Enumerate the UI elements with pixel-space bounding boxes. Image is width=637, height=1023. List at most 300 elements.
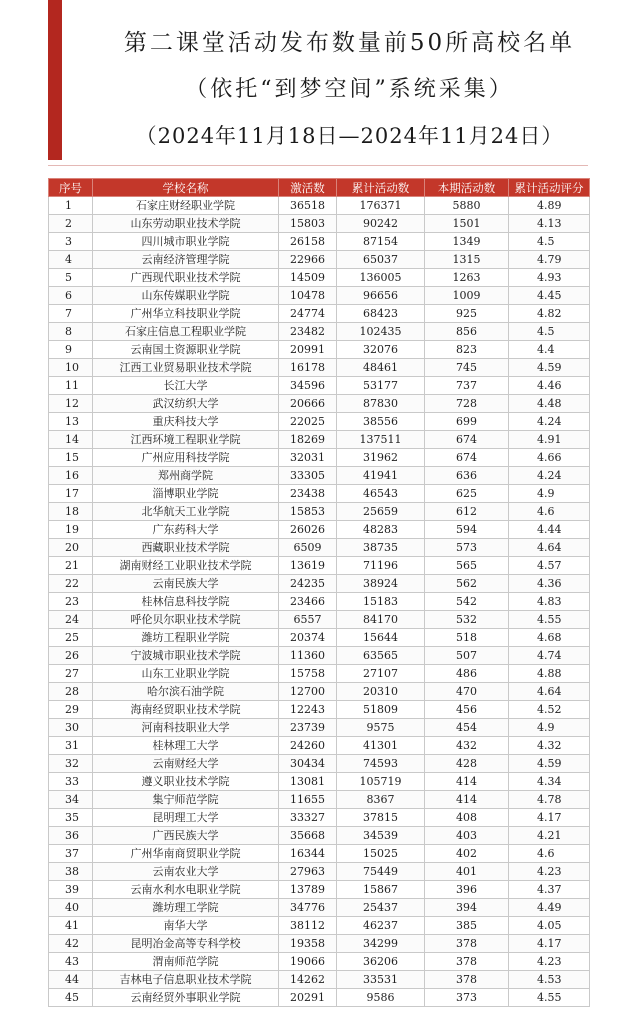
cell-activations: 32031	[279, 449, 337, 467]
cell-total-activities: 46543	[337, 485, 425, 503]
table-row	[49, 791, 590, 809]
cell-school-name: 桂林信息科技学院	[93, 593, 279, 611]
cell-total-score: 4.45	[509, 287, 590, 305]
cell-index: 39	[49, 881, 93, 899]
cell-index: 41	[49, 917, 93, 935]
table-row	[49, 575, 590, 593]
cell-school-name: 郑州商学院	[93, 467, 279, 485]
cell-activations: 27963	[279, 863, 337, 881]
cell-total-activities: 63565	[337, 647, 425, 665]
cell-period-activities: 625	[425, 485, 509, 503]
cell-school-name: 潍坊理工学院	[93, 899, 279, 917]
cell-period-activities: 428	[425, 755, 509, 773]
cell-activations: 26158	[279, 233, 337, 251]
table-row	[49, 503, 590, 521]
cell-activations: 18269	[279, 431, 337, 449]
cell-school-name: 江西环境工程职业学院	[93, 431, 279, 449]
cell-activations: 15803	[279, 215, 337, 233]
cell-activations: 14262	[279, 971, 337, 989]
cell-activations: 6509	[279, 539, 337, 557]
cell-total-score: 4.9	[509, 485, 590, 503]
cell-total-activities: 15867	[337, 881, 425, 899]
cell-total-score: 4.36	[509, 575, 590, 593]
cell-total-score: 4.5	[509, 233, 590, 251]
cell-index: 15	[49, 449, 93, 467]
table-row	[49, 557, 590, 575]
cell-total-activities: 15025	[337, 845, 425, 863]
cell-period-activities: 401	[425, 863, 509, 881]
cell-period-activities: 5880	[425, 197, 509, 215]
cell-total-activities: 48283	[337, 521, 425, 539]
cell-total-score: 4.64	[509, 539, 590, 557]
cell-total-activities: 34299	[337, 935, 425, 953]
table-row	[49, 989, 590, 1007]
cell-activations: 23466	[279, 593, 337, 611]
cell-index: 4	[49, 251, 93, 269]
cell-index: 45	[49, 989, 93, 1007]
cell-total-activities: 90242	[337, 215, 425, 233]
table-row	[49, 341, 590, 359]
cell-activations: 34596	[279, 377, 337, 395]
cell-total-activities: 65037	[337, 251, 425, 269]
cell-school-name: 山东劳动职业技术学院	[93, 215, 279, 233]
cell-total-score: 4.88	[509, 665, 590, 683]
cell-total-activities: 38556	[337, 413, 425, 431]
cell-index: 34	[49, 791, 93, 809]
table-row	[49, 539, 590, 557]
cell-activations: 23739	[279, 719, 337, 737]
cell-total-score: 4.55	[509, 611, 590, 629]
cell-total-score: 4.49	[509, 899, 590, 917]
cell-school-name: 四川城市职业学院	[93, 233, 279, 251]
cell-total-activities: 8367	[337, 791, 425, 809]
cell-total-score: 4.68	[509, 629, 590, 647]
cell-index: 44	[49, 971, 93, 989]
cell-period-activities: 507	[425, 647, 509, 665]
cell-period-activities: 699	[425, 413, 509, 431]
cell-activations: 33305	[279, 467, 337, 485]
cell-activations: 24774	[279, 305, 337, 323]
cell-index: 3	[49, 233, 93, 251]
table-row	[49, 827, 590, 845]
cell-total-activities: 9586	[337, 989, 425, 1007]
ranking-table	[48, 178, 590, 1007]
cell-total-activities: 25659	[337, 503, 425, 521]
cell-total-score: 4.32	[509, 737, 590, 755]
cell-period-activities: 636	[425, 467, 509, 485]
cell-school-name: 集宁师范学院	[93, 791, 279, 809]
cell-period-activities: 396	[425, 881, 509, 899]
cell-school-name: 石家庄财经职业学院	[93, 197, 279, 215]
cell-activations: 20991	[279, 341, 337, 359]
cell-period-activities: 594	[425, 521, 509, 539]
cell-activations: 35668	[279, 827, 337, 845]
cell-index: 42	[49, 935, 93, 953]
cell-index: 30	[49, 719, 93, 737]
table-row	[49, 971, 590, 989]
cell-total-score: 4.44	[509, 521, 590, 539]
title-divider	[48, 165, 588, 166]
table-row	[49, 395, 590, 413]
table-row	[49, 593, 590, 611]
cell-index: 32	[49, 755, 93, 773]
cell-activations: 13081	[279, 773, 337, 791]
cell-school-name: 宁波城市职业技术学院	[93, 647, 279, 665]
cell-total-activities: 68423	[337, 305, 425, 323]
cell-period-activities: 486	[425, 665, 509, 683]
cell-total-activities: 46237	[337, 917, 425, 935]
table-row	[49, 845, 590, 863]
cell-school-name: 山东工业职业学院	[93, 665, 279, 683]
cell-period-activities: 454	[425, 719, 509, 737]
header-activations: 激活数	[279, 179, 337, 197]
title-block	[62, 0, 637, 165]
cell-total-score: 4.52	[509, 701, 590, 719]
cell-period-activities: 394	[425, 899, 509, 917]
table-row	[49, 449, 590, 467]
cell-activations: 13619	[279, 557, 337, 575]
table-row	[49, 413, 590, 431]
cell-activations: 36518	[279, 197, 337, 215]
cell-school-name: 云南国土资源职业学院	[93, 341, 279, 359]
cell-index: 40	[49, 899, 93, 917]
cell-total-activities: 87154	[337, 233, 425, 251]
cell-school-name: 桂林理工大学	[93, 737, 279, 755]
table-row	[49, 305, 590, 323]
cell-index: 16	[49, 467, 93, 485]
cell-school-name: 广西民族大学	[93, 827, 279, 845]
cell-index: 37	[49, 845, 93, 863]
cell-index: 17	[49, 485, 93, 503]
cell-index: 35	[49, 809, 93, 827]
table-row	[49, 485, 590, 503]
table-row	[49, 647, 590, 665]
cell-total-activities: 87830	[337, 395, 425, 413]
cell-total-activities: 176371	[337, 197, 425, 215]
cell-index: 13	[49, 413, 93, 431]
cell-period-activities: 373	[425, 989, 509, 1007]
cell-index: 7	[49, 305, 93, 323]
cell-total-activities: 75449	[337, 863, 425, 881]
cell-activations: 20374	[279, 629, 337, 647]
cell-index: 14	[49, 431, 93, 449]
cell-index: 36	[49, 827, 93, 845]
table-row	[49, 431, 590, 449]
cell-total-score: 4.23	[509, 863, 590, 881]
cell-school-name: 海南经贸职业技术学院	[93, 701, 279, 719]
cell-period-activities: 728	[425, 395, 509, 413]
page-subtitle-date-range: （2024年11月18日—2024年11月24日）	[135, 124, 564, 148]
cell-school-name: 云南水利水电职业学院	[93, 881, 279, 899]
cell-total-score: 4.4	[509, 341, 590, 359]
cell-activations: 24235	[279, 575, 337, 593]
cell-activations: 10478	[279, 287, 337, 305]
cell-total-activities: 15644	[337, 629, 425, 647]
cell-index: 10	[49, 359, 93, 377]
title-accent-bar	[48, 0, 62, 160]
cell-activations: 13789	[279, 881, 337, 899]
cell-school-name: 河南科技职业大学	[93, 719, 279, 737]
table-body	[49, 197, 590, 1007]
cell-period-activities: 518	[425, 629, 509, 647]
cell-activations: 12700	[279, 683, 337, 701]
cell-activations: 38112	[279, 917, 337, 935]
cell-total-activities: 34539	[337, 827, 425, 845]
cell-index: 19	[49, 521, 93, 539]
cell-school-name: 云南农业大学	[93, 863, 279, 881]
cell-activations: 20291	[279, 989, 337, 1007]
cell-index: 23	[49, 593, 93, 611]
cell-period-activities: 470	[425, 683, 509, 701]
cell-school-name: 昆明理工大学	[93, 809, 279, 827]
cell-total-score: 4.21	[509, 827, 590, 845]
cell-activations: 22966	[279, 251, 337, 269]
cell-total-activities: 15183	[337, 593, 425, 611]
cell-total-activities: 71196	[337, 557, 425, 575]
cell-index: 8	[49, 323, 93, 341]
cell-school-name: 呼伦贝尔职业技术学院	[93, 611, 279, 629]
cell-activations: 15853	[279, 503, 337, 521]
cell-period-activities: 1263	[425, 269, 509, 287]
cell-period-activities: 856	[425, 323, 509, 341]
cell-school-name: 云南经贸外事职业学院	[93, 989, 279, 1007]
table-row	[49, 935, 590, 953]
cell-total-score: 4.91	[509, 431, 590, 449]
header-index: 序号	[49, 179, 93, 197]
cell-period-activities: 1009	[425, 287, 509, 305]
cell-total-score: 4.93	[509, 269, 590, 287]
cell-school-name: 长江大学	[93, 377, 279, 395]
cell-activations: 23438	[279, 485, 337, 503]
cell-activations: 24260	[279, 737, 337, 755]
cell-total-score: 4.6	[509, 503, 590, 521]
cell-total-score: 4.23	[509, 953, 590, 971]
cell-period-activities: 378	[425, 953, 509, 971]
cell-index: 25	[49, 629, 93, 647]
cell-period-activities: 378	[425, 971, 509, 989]
cell-total-score: 4.55	[509, 989, 590, 1007]
cell-index: 29	[49, 701, 93, 719]
table-row	[49, 521, 590, 539]
cell-period-activities: 823	[425, 341, 509, 359]
header-total-activities: 累计活动数	[337, 179, 425, 197]
cell-index: 2	[49, 215, 93, 233]
cell-total-activities: 41941	[337, 467, 425, 485]
cell-activations: 15758	[279, 665, 337, 683]
page-subtitle-source: （依托“到梦空间”系统采集）	[185, 77, 514, 102]
cell-period-activities: 1315	[425, 251, 509, 269]
cell-total-activities: 33531	[337, 971, 425, 989]
header-period-activities: 本期活动数	[425, 179, 509, 197]
cell-total-score: 4.66	[509, 449, 590, 467]
cell-activations: 19358	[279, 935, 337, 953]
cell-period-activities: 378	[425, 935, 509, 953]
cell-total-score: 4.59	[509, 359, 590, 377]
cell-school-name: 淄博职业学院	[93, 485, 279, 503]
cell-total-score: 4.83	[509, 593, 590, 611]
cell-index: 18	[49, 503, 93, 521]
cell-total-activities: 96656	[337, 287, 425, 305]
cell-school-name: 云南民族大学	[93, 575, 279, 593]
cell-total-activities: 25437	[337, 899, 425, 917]
cell-activations: 6557	[279, 611, 337, 629]
cell-index: 43	[49, 953, 93, 971]
table-row	[49, 881, 590, 899]
table-row	[49, 377, 590, 395]
cell-school-name: 哈尔滨石油学院	[93, 683, 279, 701]
table-row	[49, 467, 590, 485]
table-row	[49, 719, 590, 737]
header-total-score: 累计活动评分	[509, 179, 590, 197]
cell-period-activities: 573	[425, 539, 509, 557]
cell-school-name: 潍坊工程职业学院	[93, 629, 279, 647]
cell-school-name: 昆明冶金高等专科学校	[93, 935, 279, 953]
cell-period-activities: 612	[425, 503, 509, 521]
cell-total-activities: 136005	[337, 269, 425, 287]
table-row	[49, 197, 590, 215]
cell-school-name: 湖南财经工业职业技术学院	[93, 557, 279, 575]
cell-index: 20	[49, 539, 93, 557]
cell-activations: 11360	[279, 647, 337, 665]
cell-total-activities: 38735	[337, 539, 425, 557]
table-row	[49, 359, 590, 377]
cell-total-score: 4.6	[509, 845, 590, 863]
cell-period-activities: 432	[425, 737, 509, 755]
cell-index: 24	[49, 611, 93, 629]
cell-total-score: 4.79	[509, 251, 590, 269]
cell-school-name: 广州华南商贸职业学院	[93, 845, 279, 863]
cell-total-activities: 31962	[337, 449, 425, 467]
cell-period-activities: 562	[425, 575, 509, 593]
table-row	[49, 899, 590, 917]
table-row	[49, 215, 590, 233]
cell-total-activities: 36206	[337, 953, 425, 971]
table-row	[49, 287, 590, 305]
cell-activations: 23482	[279, 323, 337, 341]
cell-activations: 12243	[279, 701, 337, 719]
cell-total-score: 4.5	[509, 323, 590, 341]
page-title: 第二课堂活动发布数量前50所高校名单	[123, 30, 576, 56]
table-row	[49, 665, 590, 683]
header-school-name: 学校名称	[93, 179, 279, 197]
cell-index: 21	[49, 557, 93, 575]
cell-total-score: 4.05	[509, 917, 590, 935]
cell-total-score: 4.24	[509, 467, 590, 485]
cell-activations: 14509	[279, 269, 337, 287]
cell-period-activities: 414	[425, 791, 509, 809]
cell-index: 33	[49, 773, 93, 791]
cell-school-name: 渭南师范学院	[93, 953, 279, 971]
cell-school-name: 山东传媒职业学院	[93, 287, 279, 305]
cell-activations: 11655	[279, 791, 337, 809]
cell-total-activities: 27107	[337, 665, 425, 683]
cell-total-activities: 74593	[337, 755, 425, 773]
cell-index: 26	[49, 647, 93, 665]
table-row	[49, 737, 590, 755]
table-row	[49, 701, 590, 719]
cell-school-name: 江西工业贸易职业技术学院	[93, 359, 279, 377]
cell-school-name: 石家庄信息工程职业学院	[93, 323, 279, 341]
cell-total-activities: 48461	[337, 359, 425, 377]
cell-total-score: 4.57	[509, 557, 590, 575]
cell-school-name: 云南经济管理学院	[93, 251, 279, 269]
cell-total-score: 4.78	[509, 791, 590, 809]
cell-total-score: 4.17	[509, 935, 590, 953]
cell-index: 38	[49, 863, 93, 881]
table-row	[49, 809, 590, 827]
cell-period-activities: 385	[425, 917, 509, 935]
cell-activations: 22025	[279, 413, 337, 431]
cell-activations: 16178	[279, 359, 337, 377]
cell-activations: 16344	[279, 845, 337, 863]
cell-total-activities: 20310	[337, 683, 425, 701]
cell-school-name: 广州应用科技学院	[93, 449, 279, 467]
cell-total-activities: 37815	[337, 809, 425, 827]
cell-total-score: 4.24	[509, 413, 590, 431]
cell-total-score: 4.9	[509, 719, 590, 737]
cell-index: 1	[49, 197, 93, 215]
table-row	[49, 629, 590, 647]
cell-activations: 34776	[279, 899, 337, 917]
table-row	[49, 611, 590, 629]
cell-period-activities: 674	[425, 449, 509, 467]
cell-index: 5	[49, 269, 93, 287]
cell-index: 28	[49, 683, 93, 701]
cell-period-activities: 532	[425, 611, 509, 629]
cell-period-activities: 565	[425, 557, 509, 575]
cell-index: 22	[49, 575, 93, 593]
cell-total-score: 4.37	[509, 881, 590, 899]
table-header-row	[49, 179, 590, 197]
cell-period-activities: 737	[425, 377, 509, 395]
cell-total-score: 4.48	[509, 395, 590, 413]
cell-index: 9	[49, 341, 93, 359]
table-row	[49, 755, 590, 773]
cell-period-activities: 408	[425, 809, 509, 827]
table-row	[49, 953, 590, 971]
cell-school-name: 南华大学	[93, 917, 279, 935]
table-row	[49, 233, 590, 251]
cell-total-score: 4.59	[509, 755, 590, 773]
cell-total-score: 4.46	[509, 377, 590, 395]
cell-total-score: 4.74	[509, 647, 590, 665]
table-row	[49, 251, 590, 269]
cell-school-name: 北华航天工业学院	[93, 503, 279, 521]
cell-period-activities: 1501	[425, 215, 509, 233]
cell-period-activities: 542	[425, 593, 509, 611]
cell-activations: 33327	[279, 809, 337, 827]
cell-total-activities: 38924	[337, 575, 425, 593]
cell-total-activities: 41301	[337, 737, 425, 755]
cell-total-activities: 137511	[337, 431, 425, 449]
cell-index: 27	[49, 665, 93, 683]
table-row	[49, 773, 590, 791]
table-row	[49, 323, 590, 341]
cell-activations: 20666	[279, 395, 337, 413]
cell-period-activities: 456	[425, 701, 509, 719]
cell-period-activities: 925	[425, 305, 509, 323]
cell-school-name: 西藏职业技术学院	[93, 539, 279, 557]
cell-activations: 19066	[279, 953, 337, 971]
cell-total-activities: 53177	[337, 377, 425, 395]
cell-period-activities: 414	[425, 773, 509, 791]
table-row	[49, 683, 590, 701]
cell-school-name: 武汉纺织大学	[93, 395, 279, 413]
cell-period-activities: 403	[425, 827, 509, 845]
cell-school-name: 广西现代职业技术学院	[93, 269, 279, 287]
cell-index: 12	[49, 395, 93, 413]
cell-school-name: 广东药科大学	[93, 521, 279, 539]
